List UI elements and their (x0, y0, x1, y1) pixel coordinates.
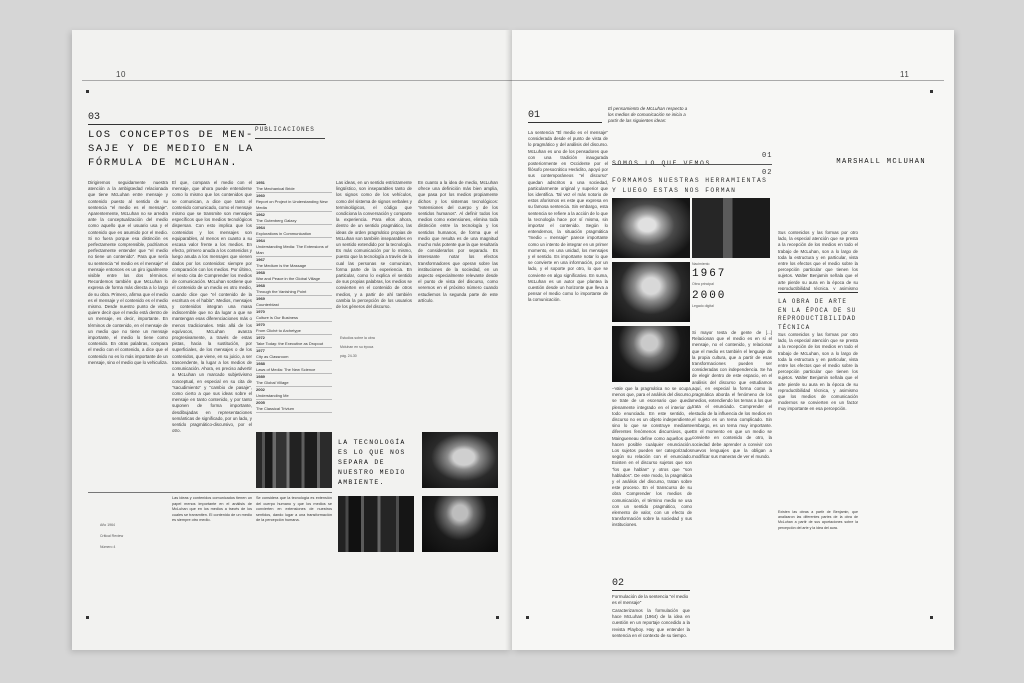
footer-meta-item: Critical Review (100, 534, 124, 538)
left-column-3: Las ideas, en un sentido estrictamente lingüístico, son inseparables tanto de los signos como de los vehículos, como del sistema de signos verbales y terminológicos, el código que condiciona la conversación y comparte la experiencia. Para ellos ahora, dentro de un sentido pragmático, las ideas de orden pragmático propias de McLuhan son también inseparables en un sentido extendido por la tecnología. Es más comunicación por lo mismo, puesto que la tecnología a través de la cual las personas se comunican, forma parte de la experiencia. En particular, como lo explica el sentido de sus propias palabras, los medios se convierten en el contenido de otros medios, y a partir de ahí también cambia la percepción de los usuarios de los géneros del discurso. (336, 180, 412, 310)
bookshelf-photo-2 (338, 496, 414, 552)
quote-rule (778, 292, 858, 293)
footer-note-1: Las ideas y contenidos comunicados tienen un papel menos importante en el análisis de McLuhan que en los medios a través de los cuales se transmiten. El contenido de un medio es siempre otro medio. (172, 496, 252, 522)
publication-year: 1972 (256, 335, 265, 340)
mcluhan-portrait-2 (612, 262, 690, 322)
section2-rule (612, 590, 690, 591)
publication-year: 1988 (256, 361, 265, 366)
publication-title: Laws of Media: The New Science (256, 367, 316, 372)
right-top-rule (512, 80, 944, 81)
publication-year: 1951 (256, 180, 265, 185)
publication-year: 1969 (256, 296, 265, 301)
publication-title: City as Classroom (256, 354, 289, 359)
section-title: LOS CONCEPTOS DE MEN-SAJE Y DE MEDIO EN LA FÓRMULA DE MCLUHAN. (88, 129, 254, 169)
stat-label: Legado digital (692, 304, 714, 308)
left-page (72, 30, 512, 650)
section2-text: Caracterizamos la formulación que hace McLuhan (1964) de la idea en cuestión en un reportaje concedido a la revista Playboy. Hay que entender la sentencia en el contexto de su tiempo. (612, 608, 690, 638)
mcluhan-portrait-1b (692, 198, 770, 258)
section2-number: 02 (612, 578, 625, 589)
stat-value-top: 1967 (692, 268, 727, 280)
publication-title: The Gutenberg Galaxy (256, 218, 297, 223)
publication-year: 1970 (256, 309, 265, 314)
right-page (512, 30, 954, 650)
publication-item (256, 387, 332, 400)
corner-mark (526, 616, 529, 619)
portrait-photo-2 (422, 496, 498, 552)
bookshelf-photo (256, 432, 332, 488)
side-notes (340, 334, 410, 361)
publication-title: The Mechanical Bride (256, 186, 295, 191)
publication-year: 1960 (256, 193, 265, 198)
stat-label: Nacimiento (692, 262, 710, 266)
subhead-2: FORMAMOS NUESTRAS HERRAMIENTAS Y LUEGO ESTAS NOS FORMAN (612, 177, 768, 194)
right-section-rule (528, 122, 602, 123)
publication-year: 2005 (256, 400, 265, 405)
publication-title: The Classical Trivium (256, 406, 295, 411)
publicaciones-label: PUBLICACIONES (255, 126, 315, 133)
publication-year: 1964 (256, 225, 265, 230)
publication-title: Understanding Me (256, 393, 289, 398)
publication-year: 2002 (256, 387, 265, 392)
publication-item (256, 374, 332, 387)
left-column-1: Dirigiremos seguidamente nuestra atención a la ambigüedad relacionada que tiene McLuhan entre mensaje y contenido puesto al sentido de su sentencia "el medio es el mensaje". Aparentemente, McLuhan no se arredra ante la conceptualización del medio como aquello que el usuario usa y el contenido que es asumido por el medio. Si no fuera porque esa distinción es perfectamente comprensible, podríamos perfectamente entender que "el medio no tiene un contenido". Para que sería su sentencia "el medio es el mensaje" el mensaje entonces es un giro igualmente visible entre los dos términos. Recordemos también que McLuhan lo expresa de forma más directa a lo largo de su obra. Primero, afirma que el medio es el mensaje y el contenido es el medio mismo. Desde nuestro punto de vista, quiere decir que el medio está dentro de un mensaje, es decir, importante. En términos de contenido, en el mensaje de un medio que no tiene un mensaje importante, el medio lo tiene como contenido. En otras palabras, compara el medio con el contenido, a dice que el contenido no es lo más importante de un mensaje, sino el medio que lo vehiculiza. (88, 180, 168, 365)
publication-item (256, 180, 332, 193)
publication-title: The Global Village (256, 380, 289, 385)
publication-item (256, 400, 332, 413)
publication-title: From Cliché to Archetype (256, 328, 301, 333)
corner-mark (86, 616, 89, 619)
publication-title: The Medium is the Massage (256, 263, 307, 268)
subhead-2-number: 02 (762, 169, 773, 177)
left-folio: 10 (116, 70, 126, 79)
publication-title: Report on Project in Understanding New Media (256, 199, 328, 210)
corner-mark (496, 616, 499, 619)
section2-caption: Formulación de la sentencia "el medio es el mensaje" (612, 594, 689, 605)
subhead-rule (612, 164, 772, 165)
right-column-1: La sentencia "El medio es el mensaje" considerada desde el punto de vista de lo pragmático y del análisis del discurso. McLuhan es uno de los pensadores que con una tradición inaugurada posteriormente en Occidente por el filósofo presocrático Heráclito, apoyó por sus contemporáneos "el discurso" quedan adscritos a una sociedad, particularmente original y superior que los identifica. Tal vez el más notorio de estos aforismos es este que expresa en su famosa sentencia. Sin embargo, esta sentencia se refiere a la acción de lo que la tecnología hace por sí misma, sin importar el contenido. Según lo entendemos, la situación pragmática "medio = mensaje" parece importante como un intento de integrar en un primer momento, en una unidad, los mensajes y el sentido. Es importante notar lo que se convierte en una información, por un lado, y el soporte por otro, lo que se convierte en algo significativo. En suma, McLuhan es un autor que plantea la cuestión desde un horizonte que lleva a pensar el medio como lo importante de la comunicación. (528, 130, 608, 303)
title-rule (88, 124, 266, 125)
publication-item (256, 309, 332, 322)
side-note: Estudios sobre la obra (340, 336, 375, 340)
corner-mark (930, 616, 933, 619)
footer-rule (88, 492, 332, 493)
publication-year: 1977 (256, 348, 265, 353)
right-column-3: Si mayor testa de gente de [...] Relacionan que el medio es en sí el mensaje, no el contenido, y relacionar que el medio es también el lenguaje de la propia cultura, que a partir de esas transformaciones pueden ser consideradas con independencia. Se ha de elegir dentro de este espacio, en el análisis del discurso que estudiamos aquí, en especial la forma como la pragmática aborda el fenómeno de los medios, extendiendo los temas a los que trata el enunciado. Comprender el estudio de la influencia de los medios en el sujeto es un tema complicado. Sin embargo, es un tema muy importante. En el momento en que un medio se convierte en contenido de otro, la sociedad debe aprender a convivir con nuevos lenguajes que la obligan a modificar sus maneras de ver el mundo. (692, 330, 772, 460)
portrait-photo (422, 432, 498, 488)
left-top-rule (82, 80, 512, 81)
publication-item (256, 238, 332, 257)
stats-block (692, 262, 770, 308)
footer-meta-item: Número 4 (100, 545, 116, 549)
right-column-4: Sus contenidos y las formas por otro lado, la especial atención que se presta a la recepción de los medios en todo el trabajo de McLuhan, son a lo largo de toda la estructura y en particular, vista entre los efectos que el medio sobre la percepción particular que tienen los sujetos. Walter Benjamin señala que el arte pierde su aura en la época de su reproductibilidad técnica, y asimismo que los medios de comunicación modernos se convierten en un factor muy importante en esa percepción. (778, 332, 858, 412)
side-note: pág. 24-30 (340, 354, 357, 358)
publication-item (256, 212, 332, 225)
right-column-2: –Vale que la pragmática no se ocupa, menos que, para el análisis del discurso, se trate de un escenario que queda plenamente integrado en el interior de todo enunciado. En este sentido, el discurso no es un objeto independiente, sino lo que se construye mediante diferentes fenómenos discursivos, que Maingueneau define como aquellos que hacen posible cualquier enunciación. Los sujetos pueden ser categorizados según su relación con el enunciado. Existen en el discurso sujetos que son "los que hablan" y otros que "son hablados". De este modo, la pragmática y el análisis del discurso, tratan sobre este proceso. En el transcurso de su obra Comprender los medios de comunicación, el término medio se usa con un sentido pragmático, como elemento de valor, con un efecto de transformación sobre la sociedad y sus instituciones. (612, 386, 692, 528)
left-column-2: El que, compara el medio con el mensaje, que ahora puede entenderse como lo mismo que los contenidos que se comunican, a dice que tanto el contenido comunicado, como el mensaje mismo que se transmite son mensajes específicos que los medios tecnológicos dispersan. Con esto implica que los contenidos y los mensajes son equiparables, al menos en cuanto a su escasa valor frente a los medios. En efecto, primero anuda a los contenidos y luego anuda a los mensajes que vienen dados por los contenidos: siempre por comparación con los medios. Por último, el sexto cita de Comprender los medios de comunicación. McLuhan sostiene que el contenido de un medio es otro medio, cuando dice que "el contenido de la escritura es el habla". Medios, mensajes y contenidos integran una masa indiscernible que no da lugar a que se mantengan esas diferenciaciones más o menos tradicionales. Más allá de los equívocos, McLuhan avanza progresivamente, a través de estas pistas, hacia la sustitución, por superficiales, de los mensajes o de los contenidos, que viene, en su juicio, a ser trascendente, la lugar a los medios de comunicación. Ahora, es preciso advertir a McLuhan un marcado subjetivismo conceptual, en especial en su cita de "sacudimiento" y "cambio de pasaje", como cierto a que sus ideas sobre el mensaje en tanto contenido, y por tanto suponen de forma importante, desdibujadas en representaciones semánticas de significado, por un lado, y sentido pragmático-discursivo, por el otro. (172, 180, 252, 434)
footer-meta (100, 520, 123, 553)
right-section-number: 01 (528, 110, 541, 121)
publication-title: Explorations in Communication (256, 231, 312, 236)
publication-item (256, 322, 332, 335)
publication-item (256, 270, 332, 283)
footer-note-2: Se considera que la tecnología es extensión del cuerpo humano y que los medios se convierten en extensiones de nuestros sentidos, dando lugar a una transformación de la percepción humana. (256, 496, 332, 522)
publication-item (256, 193, 332, 212)
publication-title: Culture is Our Business (256, 315, 299, 320)
corner-mark (930, 90, 933, 93)
left-column-4: En cuanto a la idea de medio, McLuhan ofrece una definición más bien amplia, que pasa por los medios propiamente dichos y los sistemas tecnológicos: "extensiones del cuerpo y de los sentidos humanos". Al definir todos los medios como extensiones, elimina toda distinción entre la tecnología y los sentidos humanos, de forma que el medio que resulta es de una magnitud mucho más potente que la que resultaría de considerarlos por separado. Es interesante notar los efectos transformadores que operan sobre las instituciones de la sociedad, en un aspecto especialmente relevante desde el punto de vista del discurso, como veremos en el próximo número cuando estudiemos la segunda parte de este artículo. (418, 180, 498, 303)
publication-year: 1967 (256, 257, 265, 262)
footer-meta-item: Año 1964 (100, 523, 115, 527)
publication-year: 1968 (256, 283, 265, 288)
publication-title: Take Today: the Executive as Dropout (256, 341, 324, 346)
publication-item (256, 257, 332, 270)
publication-title: Understanding Media: The Extensions of Man (256, 244, 329, 255)
publication-title: War and Peace in the Global Village (256, 276, 321, 281)
right-folio: 11 (900, 70, 910, 79)
publication-item (256, 283, 332, 296)
stat-value-bottom: 2000 (692, 290, 727, 302)
publication-title: Through the Vanishing Point (256, 289, 307, 294)
publication-item (256, 335, 332, 348)
publication-year: 1970 (256, 322, 265, 327)
side-note: Mcluhan en su época (340, 345, 374, 349)
publicaciones-rule (255, 138, 325, 139)
section-number: 03 (88, 112, 101, 123)
publication-year: 1989 (256, 374, 265, 379)
publication-year: 1962 (256, 212, 265, 217)
publication-item (256, 225, 332, 238)
side-title: MARSHALL MCLUHAN (836, 158, 926, 166)
publications-list (256, 180, 332, 413)
publication-item (256, 348, 332, 361)
footnote: Existen las obras a partir de Benjamin, que analizaron las diferentes partes de la obra de McLuhan a partir de sus aportaciones sobre la percepción del arte y la idea del aura. (778, 510, 858, 530)
stat-label: Obra principal (692, 282, 714, 286)
benjamin-quote-label: LA OBRA DE ARTE EN LA ÉPOCA DE SU REPRODUCTIBILIDAD TÉCNICA (778, 298, 857, 331)
subhead-1-number: 01 (762, 152, 773, 160)
publication-title: Counterblast (256, 302, 279, 307)
intro-caption: El pensamiento de McLuhan respecto a los medios de comunicación se inicia a partir de las siguientes ideas: (608, 106, 688, 123)
publication-year: 1964 (256, 238, 265, 243)
publication-item (256, 296, 332, 309)
publication-year: 1968 (256, 270, 265, 275)
right-column-4-top: Sus contenidos y las formas por otro lado, la especial atención que se presta a la recepción de los medios en todo el trabajo de McLuhan, son a lo largo de toda la estructura y en particular, vista entre los efectos que el medio sobre la percepción particular que tienen los sujetos. Walter Benjamin señala que el arte pierde su aura en la época de su reproductibilidad técnica, y asimismo (778, 230, 858, 290)
publication-item (256, 361, 332, 374)
mcluhan-portrait-3 (612, 326, 690, 382)
corner-mark (86, 90, 89, 93)
pull-quote: LA TECNOLOGÍA ES LO QUE NOS SEPARA DE NUESTRO MEDIO AMBIENTE. (338, 439, 406, 486)
mcluhan-portrait-1 (612, 198, 690, 258)
